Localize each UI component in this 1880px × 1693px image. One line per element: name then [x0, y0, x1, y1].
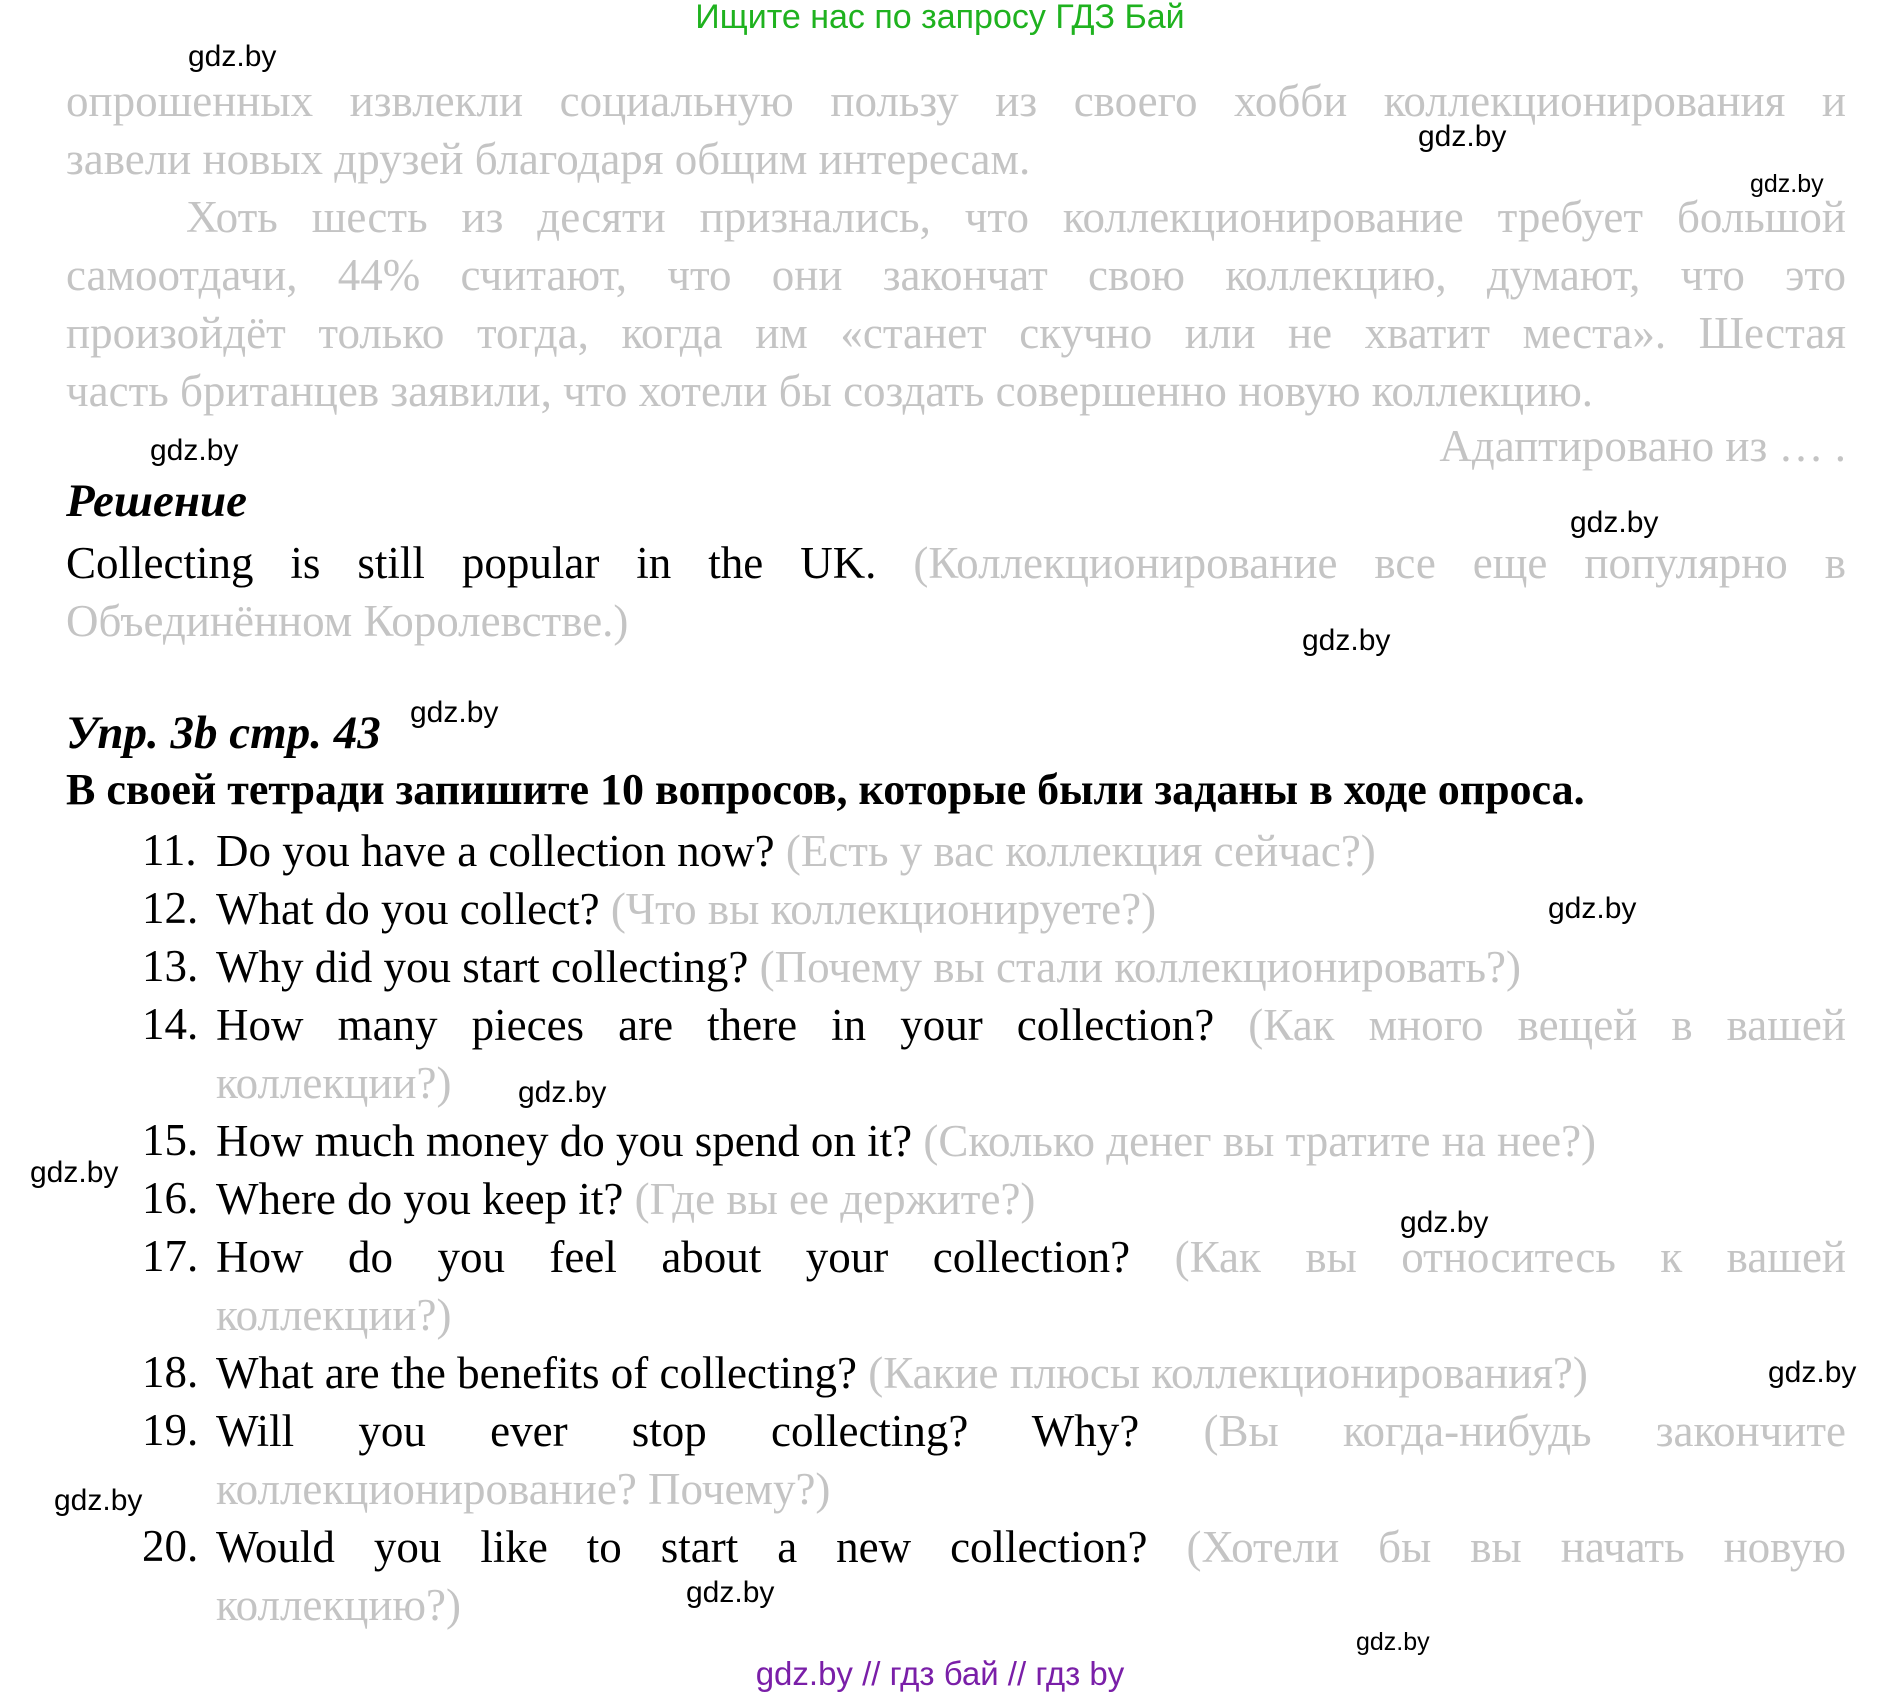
question-ru: (Что вы коллекционируете?) — [610, 884, 1157, 934]
watermark: gdz.by — [1750, 170, 1824, 198]
source-line-3: Хоть шесть из десяти признались, что коллекционирование требует большой — [186, 192, 1846, 242]
question-number: 18. — [142, 1347, 199, 1397]
question-number: 19. — [142, 1405, 199, 1455]
question-ru: (Вы когда-нибудь закончите — [1203, 1406, 1846, 1456]
question-number: 12. — [142, 883, 199, 933]
question-number: 13. — [142, 941, 199, 991]
question-ru: (Есть у вас коллекция сейчас?) — [785, 826, 1376, 876]
question-item — [216, 1170, 1846, 1228]
solution-answer-line-2: Объединённом Королевстве.) — [66, 596, 629, 646]
question-item — [216, 1112, 1846, 1170]
question-number: 14. — [142, 999, 199, 1049]
watermark: gdz.by — [54, 1484, 143, 1517]
question-ru-continued: коллекции?) — [216, 1290, 452, 1340]
question-item — [216, 1518, 1846, 1576]
solution-answer-ru: (Коллекционирование все еще популярно в — [913, 538, 1846, 588]
footer-links[interactable]: gdz.by // гдз бай // гдз by — [755, 1655, 1125, 1692]
source-line-6: часть британцев заявили, что хотели бы создать совершенно новую коллекцию. — [66, 366, 1594, 416]
question-ru: (Где вы ее держите?) — [634, 1174, 1036, 1224]
solution-answer-en: Collecting is still popular in the UK. — [66, 538, 877, 588]
watermark: gdz.by — [1768, 1356, 1857, 1389]
exercise-task: В своей тетради запишите 10 вопросов, которые были заданы в ходе опроса. — [66, 765, 1585, 814]
question-number: 17. — [142, 1231, 199, 1281]
watermark: gdz.by — [1418, 120, 1507, 153]
watermark: gdz.by — [1302, 624, 1391, 657]
question-number: 16. — [142, 1173, 199, 1223]
question-number: 20. — [142, 1521, 199, 1571]
question-ru-continued: коллекцию?) — [216, 1580, 461, 1630]
question-item — [216, 996, 1846, 1054]
question-ru: (Как много вещей в вашей — [1248, 1000, 1846, 1050]
source-attribution: Адаптировано из … . — [1439, 421, 1846, 471]
question-item — [216, 822, 1846, 880]
watermark: gdz.by — [686, 1576, 775, 1609]
header-search-hint[interactable]: Ищите нас по запросу ГДЗ Бай — [695, 0, 1185, 36]
watermark: gdz.by — [188, 40, 277, 73]
watermark: gdz.by — [1356, 1628, 1430, 1656]
question-ru-continued: коллекции?) — [216, 1058, 452, 1108]
solution-answer-line-1 — [66, 534, 1846, 592]
source-line-4: самоотдачи, 44% считают, что они закончат свою коллекцию, думают, что это — [66, 250, 1846, 300]
watermark: gdz.by — [518, 1076, 607, 1109]
source-line-2: завели новых друзей благодаря общим интересам. — [66, 134, 1031, 184]
question-en: Do you have a collection now? — [216, 826, 775, 876]
question-ru-continued: коллекционирование? Почему?) — [216, 1464, 831, 1514]
question-ru: (Какие плюсы коллекционирования?) — [868, 1348, 1588, 1398]
question-ru: (Хотели бы вы начать новую — [1186, 1522, 1846, 1572]
question-en: Why did you start collecting? — [216, 942, 749, 992]
question-number: 15. — [142, 1115, 199, 1165]
question-en: Would you like to start a new collection? — [216, 1522, 1148, 1572]
question-ru: (Как вы относитесь к вашей — [1174, 1232, 1847, 1282]
question-ru: (Почему вы стали коллекционировать?) — [759, 942, 1522, 992]
watermark: gdz.by — [30, 1156, 119, 1189]
exercise-title: Упр. 3b стр. 43 — [66, 707, 381, 759]
watermark: gdz.by — [1548, 892, 1637, 925]
watermark: gdz.by — [410, 696, 499, 729]
question-en: How many pieces are there in your collection? — [216, 1000, 1215, 1050]
question-en: What are the benefits of collecting? — [216, 1348, 857, 1398]
question-en: How do you feel about your collection? — [216, 1232, 1131, 1282]
question-en: Where do you keep it? — [216, 1174, 624, 1224]
source-line-1: опрошенных извлекли социальную пользу из своего хобби коллекционирования и — [66, 76, 1846, 126]
solution-heading: Решение — [66, 475, 247, 527]
question-number: 11. — [142, 825, 197, 875]
question-item — [216, 1344, 1846, 1402]
watermark: gdz.by — [150, 434, 239, 467]
watermark: gdz.by — [1570, 506, 1659, 539]
question-ru: (Сколько денег вы тратите на нее?) — [923, 1116, 1597, 1166]
question-en: Will you ever stop collecting? Why? — [216, 1406, 1140, 1456]
watermark: gdz.by — [1400, 1206, 1489, 1239]
source-line-5: произойдёт только тогда, когда им «станет скучно или не хватит места». Шестая — [66, 308, 1846, 358]
question-item — [216, 1228, 1846, 1286]
question-en: How much money do you spend on it? — [216, 1116, 913, 1166]
question-en: What do you collect? — [216, 884, 600, 934]
question-item — [216, 1402, 1846, 1460]
question-item — [216, 938, 1846, 996]
